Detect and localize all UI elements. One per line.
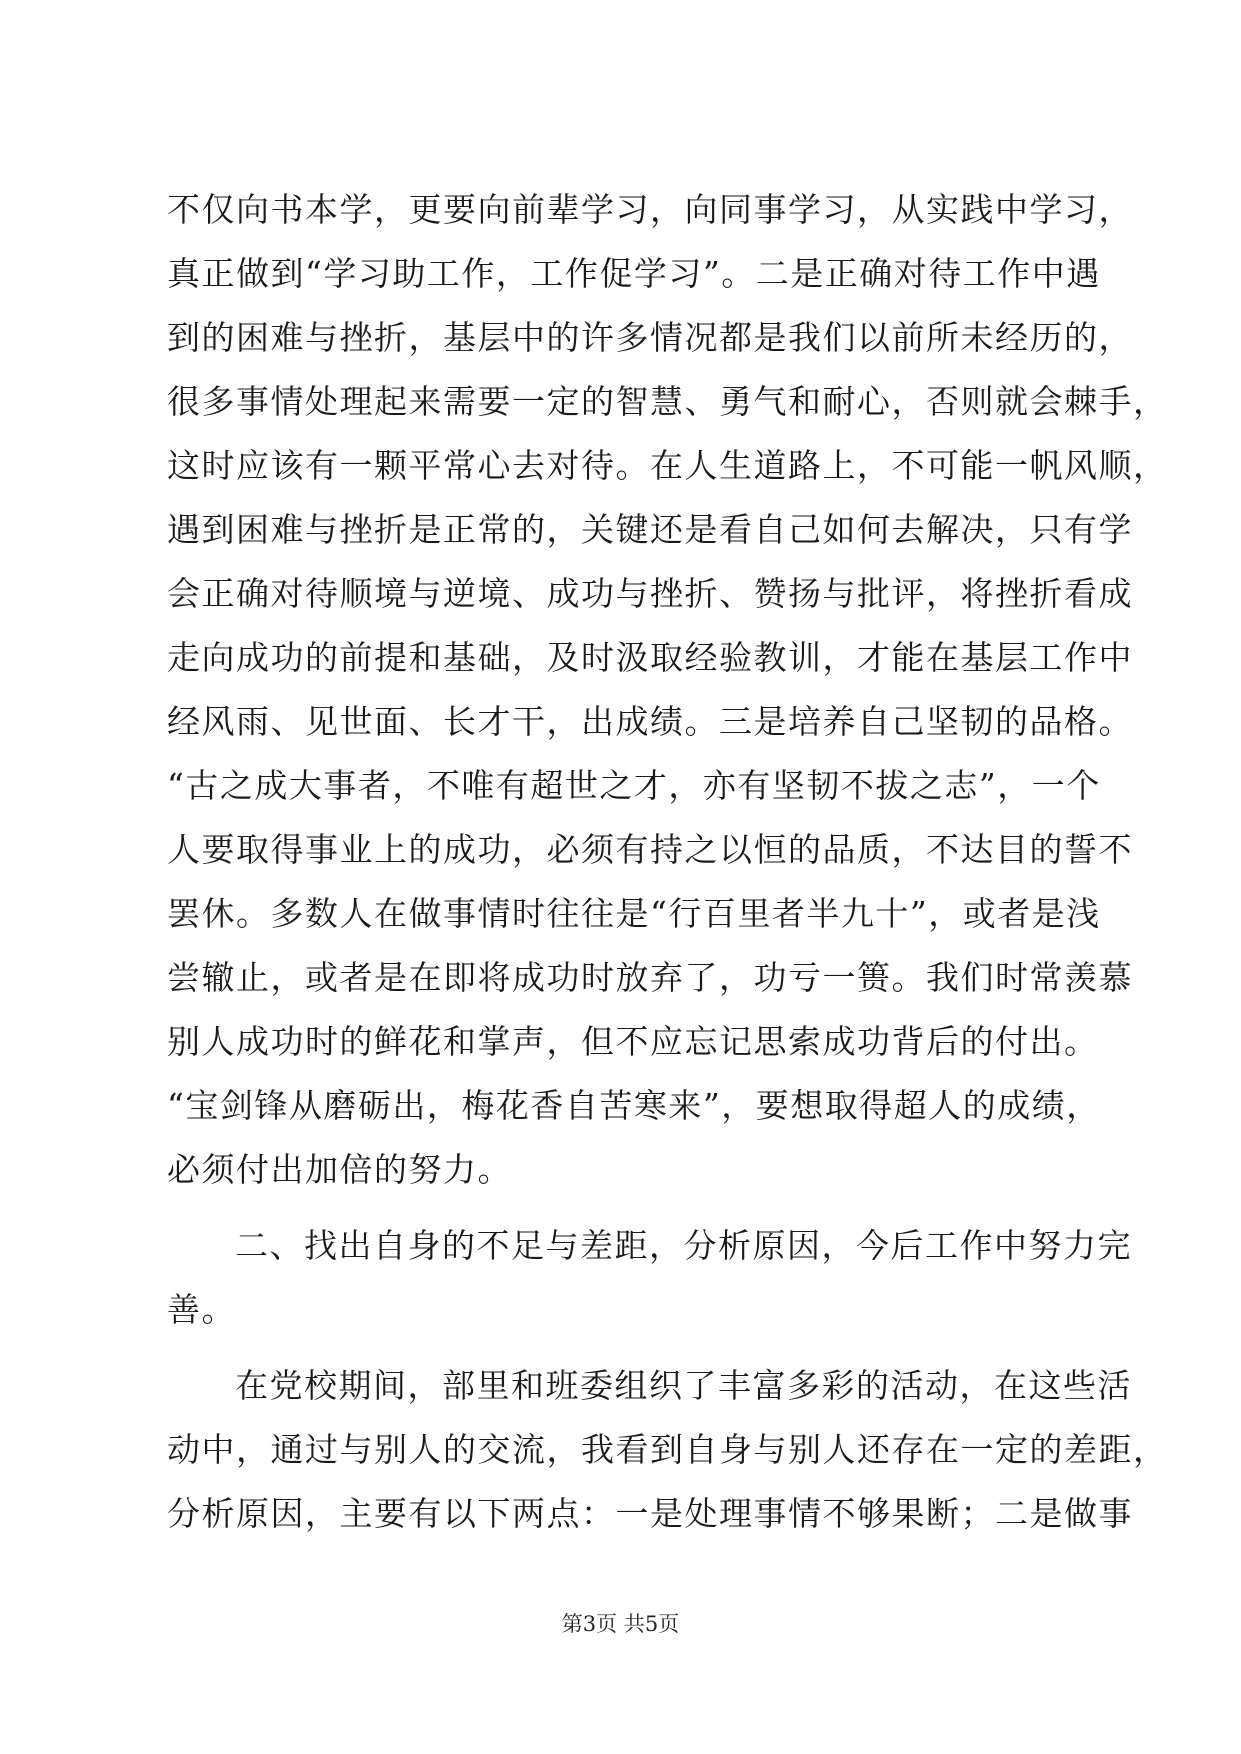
body-line: 不仅向书本学，更要向前辈学习，向同事学习，从实践中学习，	[167, 190, 1133, 229]
body-line: 经风雨、见世面、长才干，出成绩。三是培养自己坚韧的品格。	[167, 702, 1133, 741]
body-line: 人要取得事业上的成功，必须有持之以恒的品质，不达目的誓不	[167, 830, 1133, 869]
body-line: 动中，通过与别人的交流，我看到自身与别人还存在一定的差距，	[167, 1430, 1168, 1469]
body-line: 别人成功时的鲜花和掌声，但不应忘记思索成功背后的付出。	[167, 1022, 1099, 1061]
body-line: 很多事情处理起来需要一定的智慧、勇气和耐心，否则就会棘手，	[167, 382, 1168, 421]
body-line: 罢休。多数人在做事情时往往是“行百里者半九十”，或者是浅	[167, 894, 1101, 933]
body-line: 分析原因，主要有以下两点：一是处理事情不够果断；二是做事	[167, 1494, 1133, 1533]
paragraph-first-line: 在党校期间，部里和班委组织了丰富多彩的活动，在这些活	[235, 1366, 1132, 1405]
body-line: “宝剑锋从磨砺出，梅花香自苦寒来”，要想取得超人的成绩，	[167, 1086, 1101, 1125]
section-heading-line: 二、找出自身的不足与差距，分析原因，今后工作中努力完	[235, 1226, 1132, 1265]
body-line: 这时应该有一颗平常心去对待。在人生道路上，不可能一帆风顺，	[167, 446, 1168, 485]
body-line: 走向成功的前提和基础，及时汲取经验教训，才能在基层工作中	[167, 638, 1133, 677]
section-heading-line: 善。	[167, 1290, 236, 1329]
body-line: 遇到困难与挫折是正常的，关键还是看自己如何去解决，只有学	[167, 510, 1133, 549]
body-line: 必须付出加倍的努力。	[167, 1150, 512, 1189]
body-line: “古之成大事者，不唯有超世之才，亦有坚韧不拔之志”，一个	[167, 766, 1101, 805]
body-line: 到的困难与挫折，基层中的许多情况都是我们以前所未经历的，	[167, 318, 1133, 357]
body-line: 真正做到“学习助工作，工作促学习”。二是正确对待工作中遇	[167, 254, 1101, 293]
body-line: 会正确对待顺境与逆境、成功与挫折、赞扬与批评，将挫折看成	[167, 574, 1133, 613]
page-number-footer: 第3页 共5页	[561, 1612, 680, 1636]
body-line: 尝辙止，或者是在即将成功时放弃了，功亏一篑。我们时常羡慕	[167, 958, 1133, 997]
